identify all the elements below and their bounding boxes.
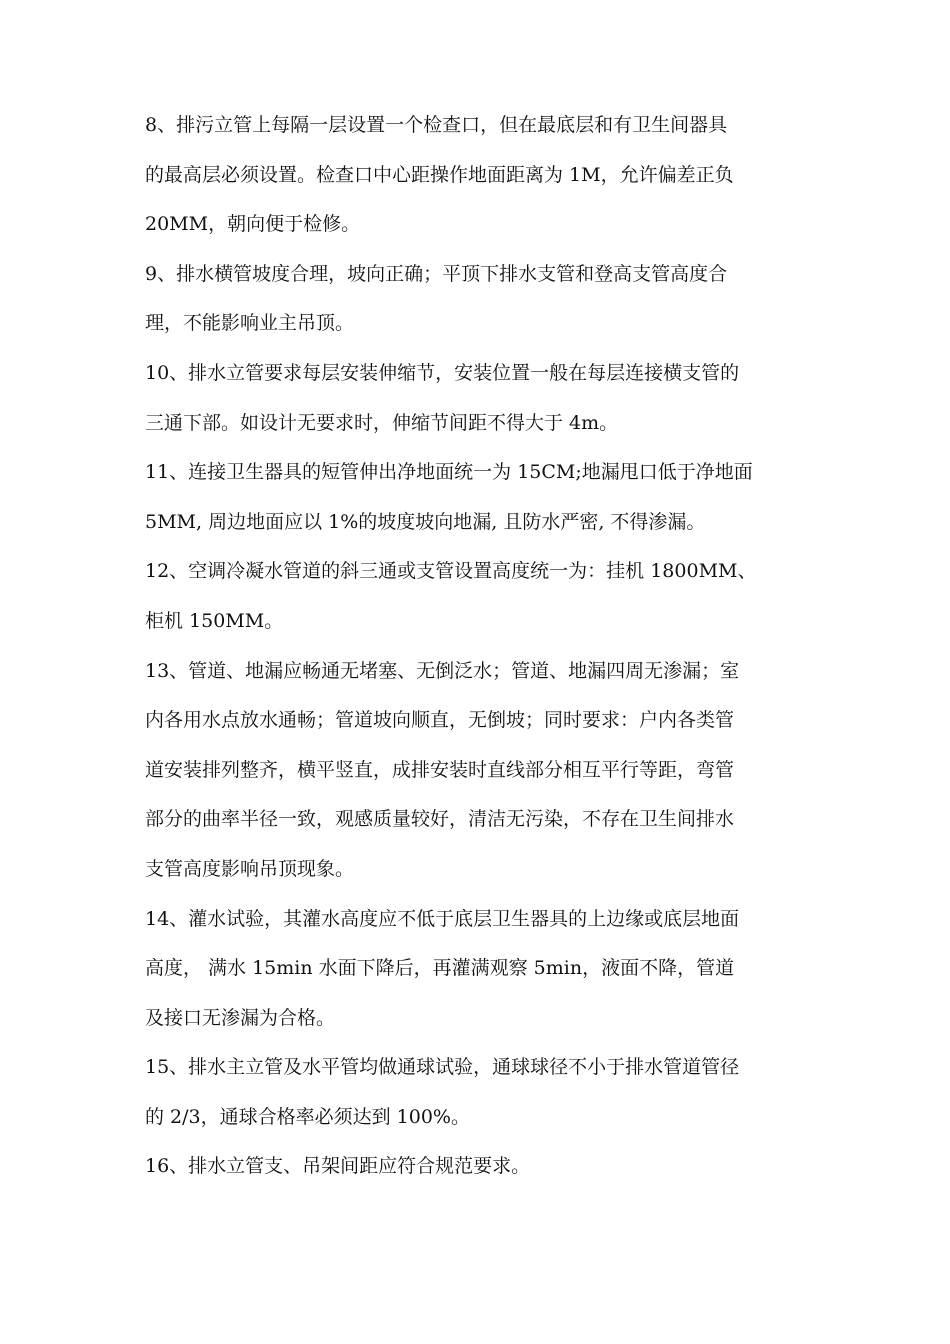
item-12-line-2: 柜机 150MM。 <box>145 609 284 632</box>
item-9 <box>145 250 817 349</box>
item-13 <box>145 647 817 895</box>
item-10-line-1: 10、排水立管要求每层安装伸缩节，安装位置一般在每层连接横支管的 <box>145 361 740 384</box>
item-13-line-4: 部分的曲率半径一致，观感质量较好，清洁无污染，不存在卫生间排水 <box>145 808 735 831</box>
item-8-line-2: 的最高层必须设置。检查口中心距操作地面距离为 1M，允许偏差正负 <box>145 163 734 186</box>
item-10-line-2: 三通下部。如设计无要求时，伸缩节间距不得大于 4m。 <box>145 411 619 434</box>
item-8 <box>145 101 817 250</box>
item-13-line-1: 13、管道、地漏应畅通无堵塞、无倒泛水；管道、地漏四周无渗漏；室 <box>145 659 740 682</box>
document-body <box>145 101 817 1192</box>
item-14-line-3: 及接口无渗漏为合格。 <box>145 1006 336 1029</box>
item-10 <box>145 349 817 448</box>
item-12 <box>145 547 817 646</box>
item-8-line-1: 8、排污立管上每隔一层设置一个检查口，但在最底层和有卫生间器具 <box>145 114 728 136</box>
item-13-line-5: 支管高度影响吊顶现象。 <box>145 857 355 880</box>
item-15-line-2: 的 2/3，通球合格率必须达到 100%。 <box>145 1105 470 1128</box>
item-15-line-1: 15、排水主立管及水平管均做通球试验，通球球径不小于排水管道管径 <box>145 1056 740 1079</box>
item-14-line-1: 14、灌水试验，其灌水高度应不低于底层卫生器具的上边缘或底层地面 <box>145 907 740 930</box>
item-9-line-2: 理，不能影响业主吊顶。 <box>145 312 355 335</box>
item-11-line-1: 11、连接卫生器具的短管伸出净地面统一为 15CM;地漏甩口低于净地面 <box>145 461 753 484</box>
item-16-line-1: 16、排水立管支、吊架间距应符合规范要求。 <box>145 1155 531 1178</box>
item-15 <box>145 1043 817 1142</box>
item-14 <box>145 895 817 1044</box>
item-9-line-1: 9、排水横管坡度合理，坡向正确；平顶下排水支管和登高支管高度合 <box>145 262 728 285</box>
item-14-line-2: 高度， 满水 15min 水面下降后，再灌满观察 5min，液面不降，管道 <box>145 957 735 980</box>
item-11 <box>145 448 817 547</box>
item-13-line-2: 内各用水点放水通畅；管道坡向顺直，无倒坡；同时要求：户内各类管 <box>145 709 735 732</box>
item-12-line-1: 12、空调冷凝水管道的斜三通或支管设置高度统一为：挂机 1800MM、 <box>145 560 757 583</box>
item-11-line-2: 5MM, 周边地面应以 1%的坡度坡向地漏, 且防水严密, 不得渗漏。 <box>145 510 706 533</box>
item-8-line-3: 20MM，朝向便于检修。 <box>145 213 361 236</box>
item-16 <box>145 1142 817 1192</box>
item-13-line-3: 道安装排列整齐，横平竖直，成排安装时直线部分相互平行等距，弯管 <box>145 758 735 781</box>
